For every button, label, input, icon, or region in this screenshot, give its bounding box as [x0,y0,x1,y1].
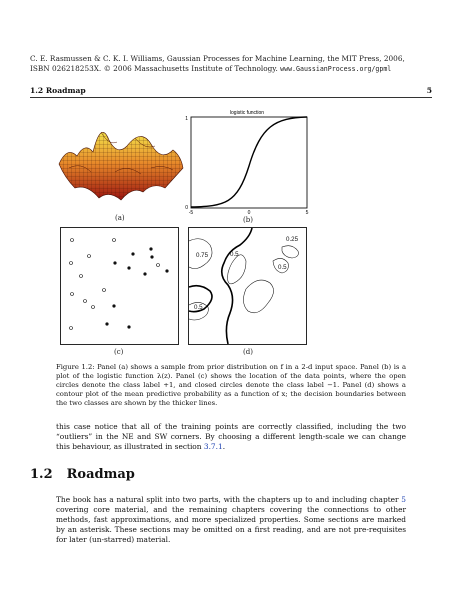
section-number: 1.2 [30,467,53,482]
body2-text-before: The book has a natural split into two parts, with the chapters up to and including chapter [56,495,402,504]
panel-b-title: logistic function [229,110,265,116]
body-paragraph-2 [56,495,406,545]
header-line-1: C. E. Rasmussen & C. K. I. Williams, Gaussian Processes for Machine Learning, the MIT Press, 2006, [30,54,405,63]
panel-b-frame [191,117,307,208]
panel-b-xtick-5: 5 [305,210,309,216]
panel-c-data-points [60,227,180,345]
panel-b-xtick-0: 0 [247,210,251,216]
running-head-section: 1.2 Roadmap [30,86,86,95]
panel-c-label: (c) [114,348,124,356]
body-paragraph-1 [56,422,406,452]
header-isbn-copyright: ISBN 026218253X. © 2006 Massachusetts Institute of Technology. [30,64,278,73]
section-ref-link[interactable]: 3.7.1 [203,442,223,451]
header-url-link[interactable]: www.GaussianProcess.org/gpml [280,65,392,73]
header-line-2 [30,64,432,74]
body2-text-after: covering core material, and the remaining chapters covering the connections to other methods, fast approximations, and more specialized properties. Some sections are marked by an asterisk. These sections may be omitted on a first reading, and are not pre-requisites for later (un-starred) material. [56,505,406,544]
panel-b-ytick-1: 1 [185,116,188,122]
panel-d-label: (d) [243,348,253,356]
contour-label-05-a: 0.5 [230,251,239,258]
body1-text-before: this case notice that all of the training points are correctly classified, including the two “outliers” in the NE and SW corners. By choosing a different length-scale we can change this behaviour, as illustrated in section [56,422,406,451]
book-header [30,54,432,74]
contour-label-025: 0.25 [286,236,299,243]
contour-label-05-c: 0.5 [194,304,203,311]
running-head [30,86,432,98]
logistic-curve [191,117,307,207]
panel-a-label: (a) [115,214,125,222]
body1-text-after: . [222,442,226,451]
panel-c-frame [61,228,179,345]
figure-caption: Figure 1.2: Panel (a) shows a sample from prior distribution on f in a 2-d input space. Panel (b) is a plot of the logistic function λ(z). Panel (c) shows the location of the data points, where the open circles denote the class label +1, and closed circles denote the class label −1. Panel (d) shows a contour plot of the mean predictive probability as a function of x; the decision boundaries between the two classes are shown by the thicker lines. [56,363,406,407]
closed-circles-class-minus1 [105,247,168,328]
panel-a-surface-plot [55,112,187,212]
contour-label-05-b: 0.5 [278,264,287,271]
section-title: Roadmap [66,467,135,482]
page-number: 5 [426,86,432,95]
section-heading [30,467,135,482]
decision-boundaries [189,228,252,344]
contour-label-075: 0.75 [196,252,209,259]
panel-b-logistic-plot [185,106,315,216]
open-circles-class-plus1 [70,239,160,330]
chapter-ref-link[interactable]: 5 [401,495,406,504]
panel-d-contour-plot [188,227,308,345]
panel-b-xtick-neg5: -5 [188,210,194,216]
panel-b-ytick-0: 0 [185,205,188,211]
panel-d-frame [189,228,307,345]
panel-b-label: (b) [243,216,253,224]
